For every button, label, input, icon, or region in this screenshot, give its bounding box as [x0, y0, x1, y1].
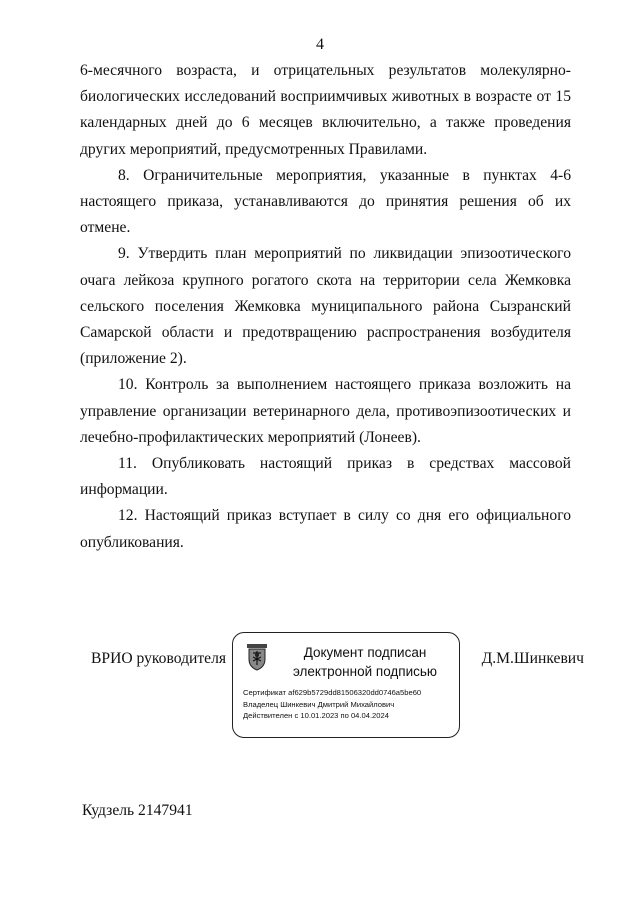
paragraph-item-10: 10. Контроль за выполнением настоящего приказа возложить на управление организации ветеринарного дела, противоэпизоотических и лечебно-профилактических мероприятий (Лонеев). — [80, 376, 571, 446]
paragraph-item-11: 11. Опубликовать настоящий приказ в средствах массовой информации. — [80, 455, 571, 499]
signer-name: Д.М.Шинкевич — [481, 650, 584, 667]
paragraph-item-8: 8. Ограничительные мероприятия, указанные в пунктах 4-6 настоящего приказа, устанавливаются до принятия решения об их отмене. — [80, 166, 571, 237]
paragraph-item-12: 12. Настоящий приказ вступает в силу со дня его официального опубликования. — [80, 507, 571, 551]
certificate-number: Сертификат af629b5729dd81506320dd0746a5be60 — [243, 688, 422, 697]
signer-position: ВРИО руководителя — [91, 650, 227, 667]
paragraph-item-9: 9. Утвердить план мероприятий по ликвидации эпизоотического очага лейкоза крупного рогатого скота на территории села Жемковка сельского поселения Жемковка муниципального района Сызранский Самарской области и предотвращению распространения возбудителя (приложение 2). — [80, 245, 571, 368]
coat-of-arms-icon — [245, 643, 269, 671]
stamp-line-1: Документ подписан — [303, 645, 427, 660]
paragraph-continuation: 6-месячного возраста, и отрицательных результатов молекулярно-биологических исследований восприимчивых животных в возрасте от 15 календарных дней до 6 месяцев включительно, а также проведения других мероприятий, предусмотренных Правилами. — [80, 62, 571, 158]
electronic-signature-stamp — [232, 632, 460, 738]
certificate-owner: Владелец Шинкевич Дмитрий Михайлович — [243, 699, 395, 709]
stamp-line-2: электронной подписью — [292, 664, 438, 679]
stamp-heading — [277, 643, 453, 681]
page-number: 4 — [316, 36, 324, 53]
stamp-details — [243, 687, 455, 722]
document-body — [80, 58, 571, 556]
executor-info: Кудзель 2147941 — [82, 802, 193, 819]
certificate-validity: Действителен с 10.01.2023 по 04.04.2024 — [243, 711, 389, 720]
